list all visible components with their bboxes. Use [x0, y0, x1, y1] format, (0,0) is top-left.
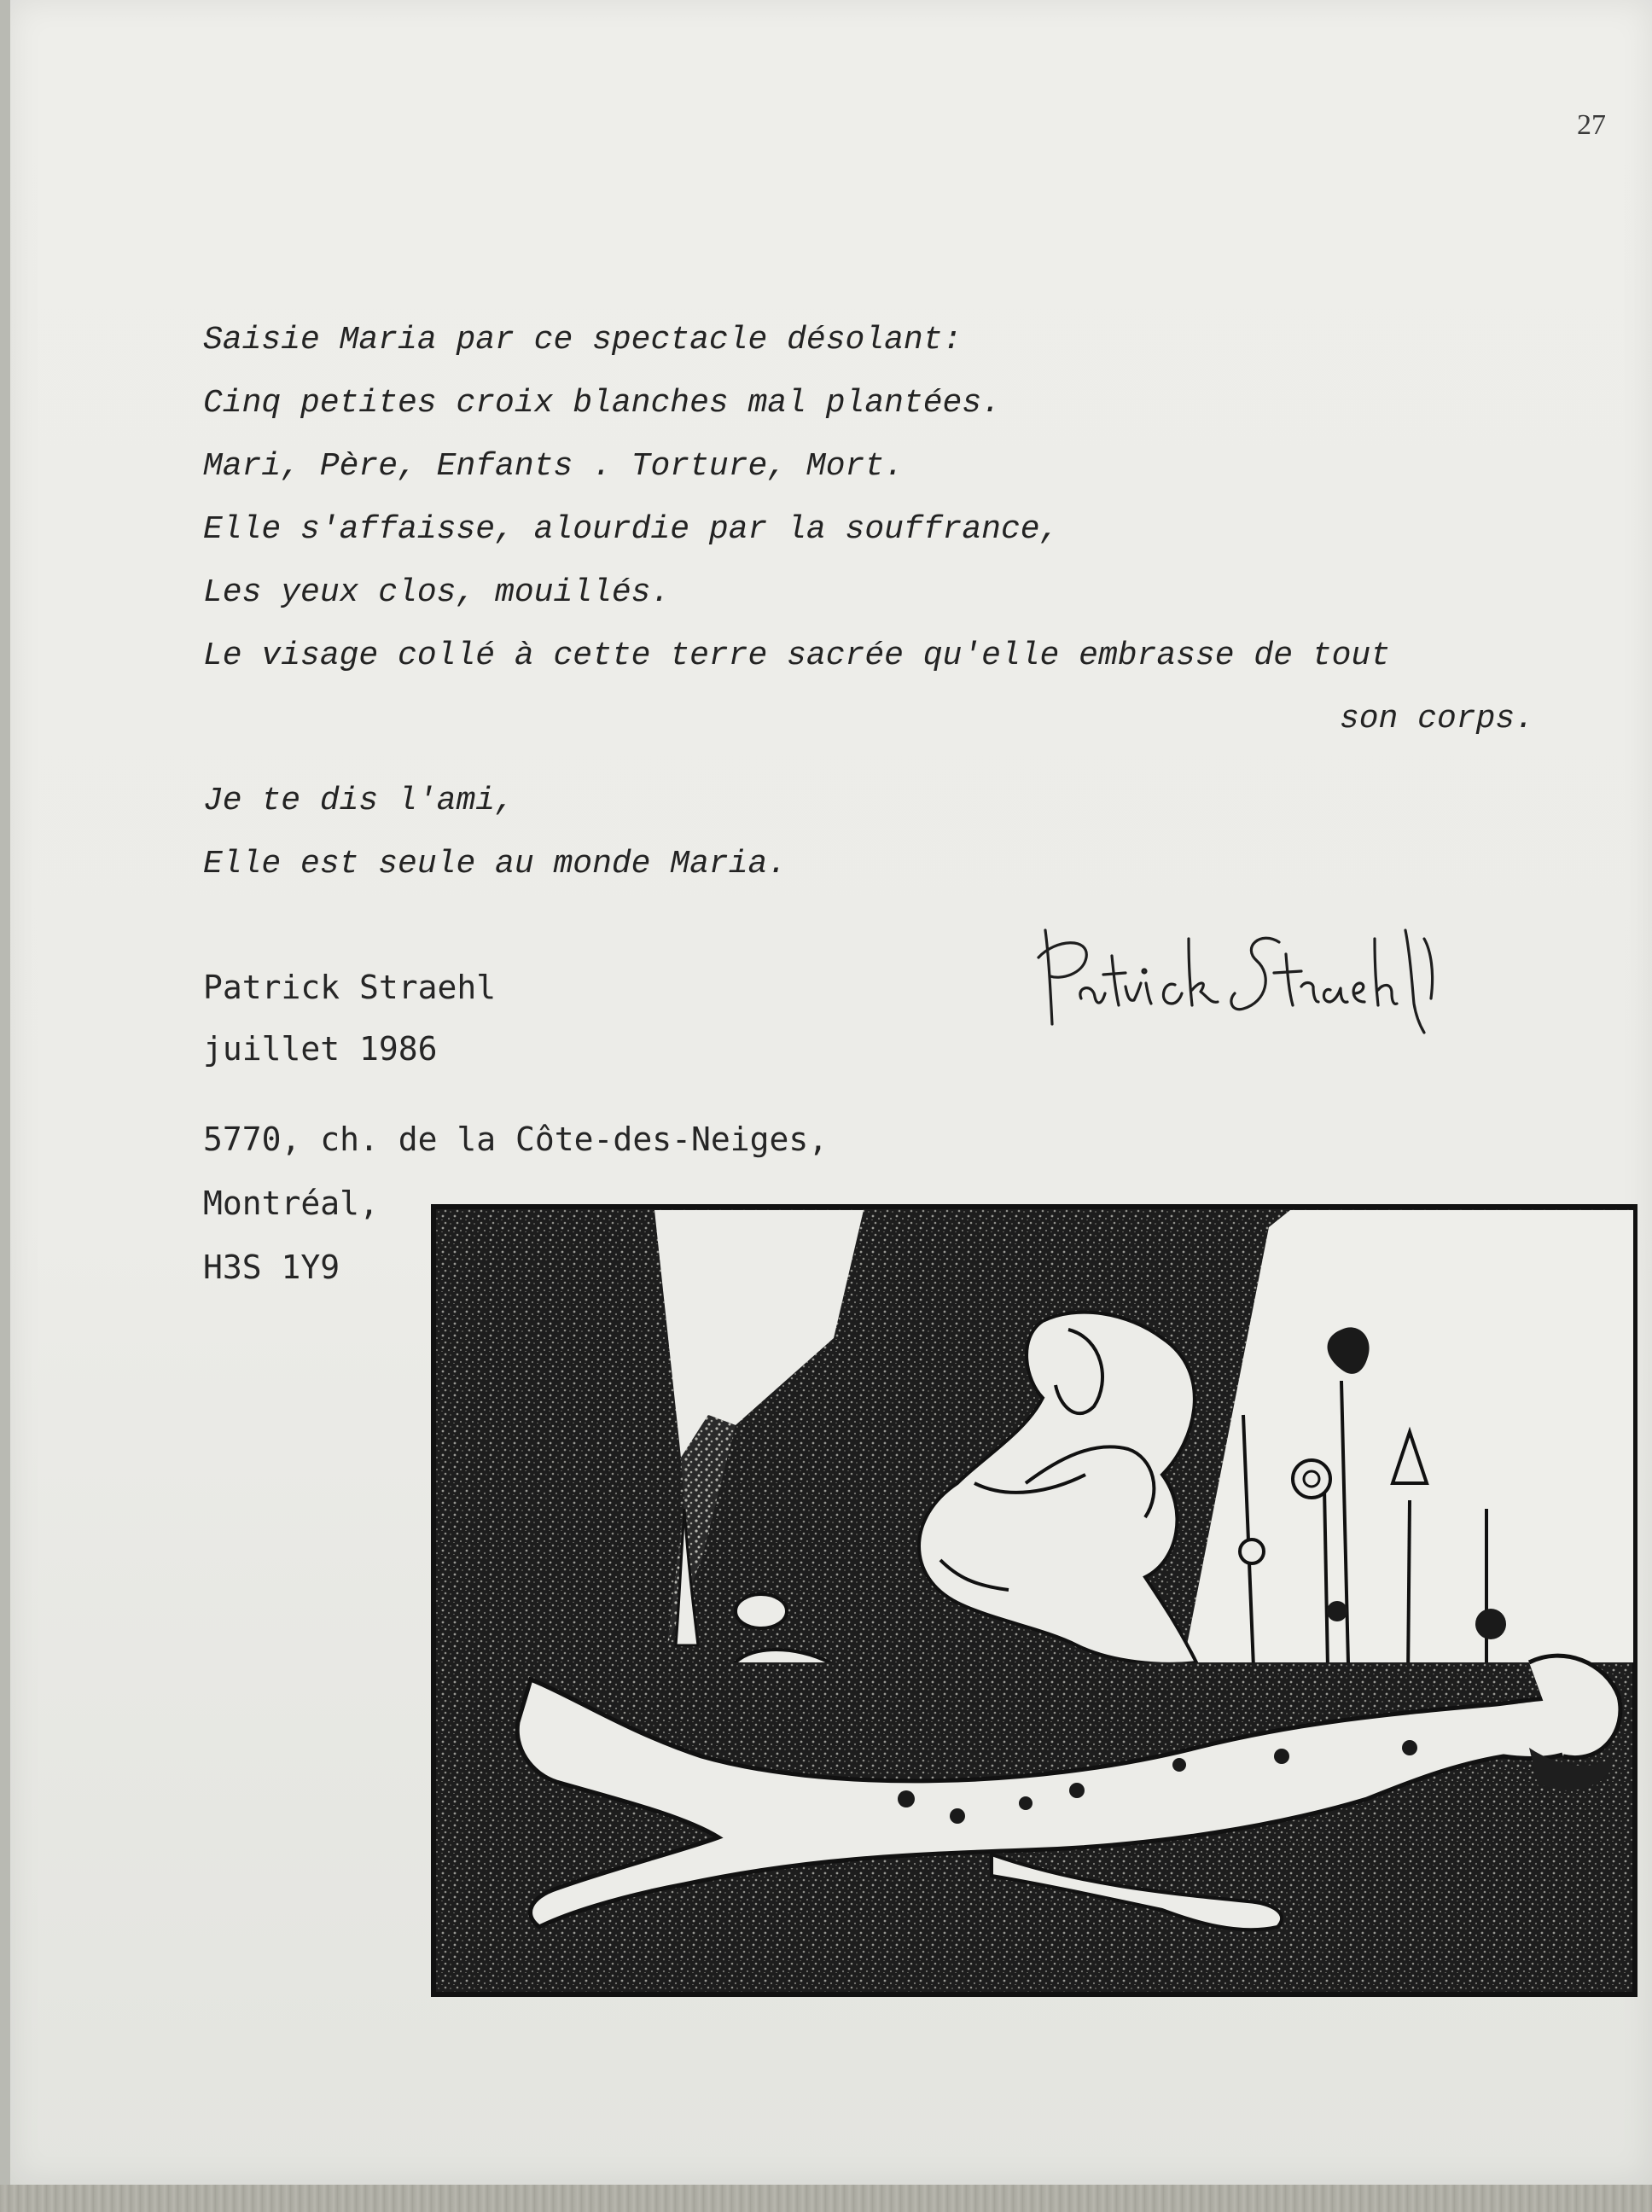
stanza-gap: [203, 751, 1534, 770]
address-postal-code: H3S 1Y9: [203, 1249, 340, 1286]
poem-line: Saisie Maria par ce spectacle désolant:: [203, 322, 963, 358]
author-date: juillet 1986: [203, 1030, 438, 1068]
document-page: [10, 0, 1652, 2185]
poem-line: Le visage collé à cette terre sacrée qu'elle embrasse de tout: [203, 637, 1391, 674]
poem-line-continuation: son corps.: [1339, 701, 1534, 737]
closing-line: Je te dis l'ami,: [203, 783, 515, 819]
poem-line: Les yeux clos, mouillés.: [203, 574, 671, 611]
poem-line: Elle s'affaisse, alourdie par la souffrance,: [203, 511, 1060, 548]
poem-line: Cinq petites croix blanches mal plantées.: [203, 385, 1001, 422]
author-name: Patrick Straehl: [203, 969, 497, 1006]
handwritten-signature: [1030, 905, 1448, 1041]
address-city: Montréal,: [203, 1185, 379, 1222]
poem-line: Mari, Père, Enfants . Torture, Mort.: [203, 448, 904, 485]
page-number: 27: [1577, 109, 1606, 141]
table-surface: [0, 2185, 1652, 2212]
woodcut-illustration: [428, 1202, 1640, 2000]
address-street: 5770, ch. de la Côte-des-Neiges,: [203, 1121, 829, 1158]
closing-line: Elle est seule au monde Maria.: [203, 846, 788, 882]
poem: [203, 309, 1534, 896]
